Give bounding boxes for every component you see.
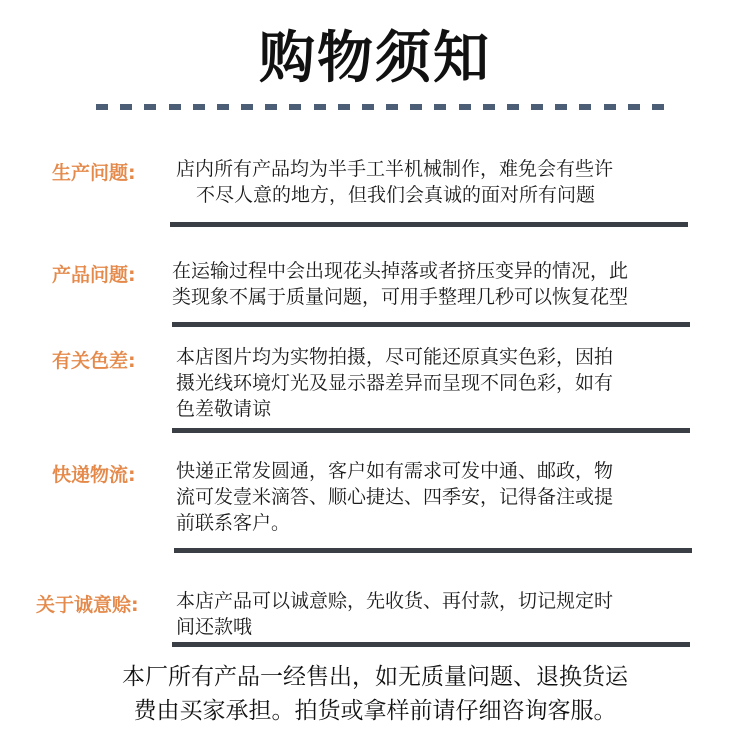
page-title: 购物须知 [259, 26, 491, 91]
section-line: 店内所有产品均为半手工半机械制作，难免会有些许 [176, 158, 614, 180]
section-rule [172, 322, 690, 327]
section-label: 产品问题: [52, 264, 136, 286]
section-line: 前联系客户。 [176, 512, 291, 534]
section-line: 快递正常发圆通，客户如有需求可发中通、邮政，物 [176, 460, 614, 482]
section-line: 在运输过程中会出现花头掉落或者挤压变异的情况，此 [172, 260, 629, 282]
section-rule [172, 642, 690, 647]
section-label: 有关色差: [52, 350, 136, 372]
section-label: 快递物流: [52, 464, 136, 486]
dashed-divider [96, 104, 664, 111]
section-line: 不尽人意的地方，但我们会真诚的面对所有问题 [196, 184, 596, 206]
footer-line: 费由买家承担。拍货或拿样前请仔细咨询客服。 [133, 698, 617, 724]
section-rule [174, 548, 692, 553]
section-line: 本店图片均为实物拍摄，尽可能还原真实色彩，因拍 [176, 346, 614, 368]
section-line: 间还款哦 [176, 616, 253, 638]
section-line: 类现象不属于质量问题，可用手整理几秒可以恢复花型 [172, 286, 629, 308]
section-line: 流可发壹米滴答、顺心捷达、四季安，记得备注或提 [176, 486, 614, 508]
section-label: 生产问题: [52, 162, 136, 184]
section-line: 摄光线环境灯光及显示器差异而呈现不同色彩，如有 [176, 372, 614, 394]
section-rule [172, 428, 690, 433]
section-rule [170, 222, 688, 227]
footer-line: 本厂所有产品一经售出，如无质量问题、退换货运 [122, 664, 628, 690]
section-label: 关于诚意赊: [36, 594, 139, 616]
footer-notice [0, 660, 750, 728]
section-line: 色差敬请谅 [176, 398, 272, 420]
section-line: 本店产品可以诚意赊，先收货、再付款，切记规定时 [176, 590, 614, 612]
